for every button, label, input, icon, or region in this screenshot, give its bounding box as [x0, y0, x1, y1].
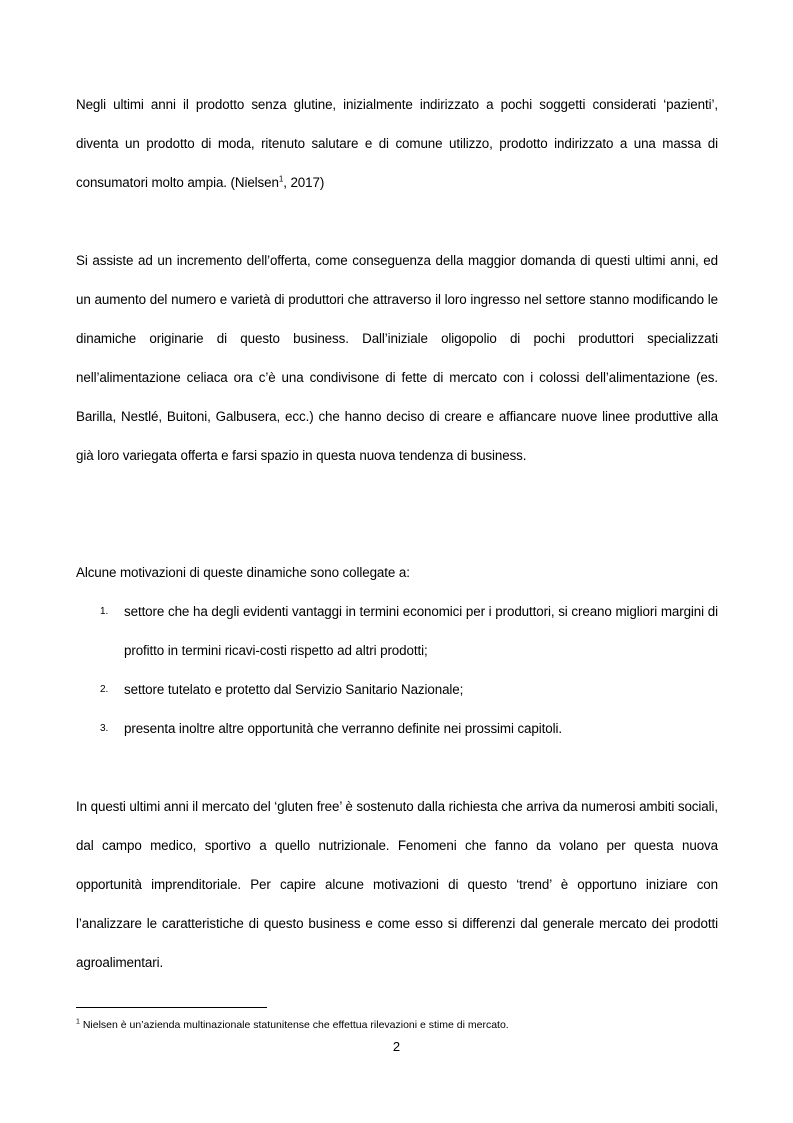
list-item [76, 670, 718, 709]
list-item-text: settore che ha degli evidenti vantaggi in termini economici per i produttori, si creano migliori margini di profitto in termini ricavi-costi rispetto ad altri prodotti; [124, 604, 718, 658]
footnote [76, 1018, 718, 1032]
list-number: 1. [100, 606, 109, 617]
footnote-text: Nielsen è un’azienda multinazionale statunitense che effettua rilevazioni e stime di mercato. [79, 1019, 509, 1031]
list-item [76, 709, 718, 748]
list-number: 3. [100, 723, 109, 734]
paragraph-text: , 2017) [283, 175, 325, 190]
motivations-list [76, 592, 718, 748]
footnote-marker: 1 [76, 1018, 80, 1026]
list-item-text: presenta inoltre altre opportunità che verranno definite nei prossimi capitoli. [124, 721, 562, 736]
paragraph-motivations-intro: Alcune motivazioni di queste dinamiche sono collegate a: [76, 565, 410, 580]
paragraph-market-offer: Si assiste ad un incremento dell’offerta, come conseguenza della maggior domanda di questi ultimi anni, ed un aumento del numero e varietà di produttori che attraverso il loro ingresso nel settore stanno modificando le dinamiche originarie di questo business. Dall’iniziale oligopolio di pochi produttori specializzati nell’alimentazione celiaca ora c’è una condivisone di fette di mercato con i colossi dell’alimentazione (es. Barilla, Nestlé, Buitoni, Galbusera, ecc.) che hanno deciso di creare e affiancare nuove linee produttive alla già loro variegata offerta e farsi spazio in questa nuova tendenza di business. [76, 253, 718, 463]
paragraph-gluten-free-market: In questi ultimi anni il mercato del ‘gluten free’ è sostenuto dalla richiesta che arriva da numerosi ambiti sociali, dal campo medico, sportivo a quello nutrizionale. Fenomeni che fanno da volano per questa nuova opportunità imprenditoriale. Per capire alcune motivazioni di questo ‘trend’ è opportuno iniziare con l’analizzare le caratteristiche di questo business e come esso si differenzi dal generale mercato dei prodotti agroalimentari. [76, 799, 718, 970]
footnote-reference[interactable]: 1 [278, 174, 284, 184]
list-item [76, 592, 718, 670]
paragraph-text: Negli ultimi anni il prodotto senza glutine, inizialmente indirizzato a pochi soggetti considerati ‘pazienti’, diventa un prodotto di moda, ritenuto salutare e di comune utilizzo, prodotto indirizzato a una massa di consumatori molto ampia. (Nielsen [76, 97, 718, 190]
list-item-text: settore tutelato e protetto dal Servizio Sanitario Nazionale; [124, 682, 464, 697]
paragraph-gluten-free-trend [76, 85, 718, 202]
list-number: 2. [100, 684, 109, 695]
page-number: 2 [392, 1039, 401, 1054]
footnote-separator [76, 1007, 267, 1008]
